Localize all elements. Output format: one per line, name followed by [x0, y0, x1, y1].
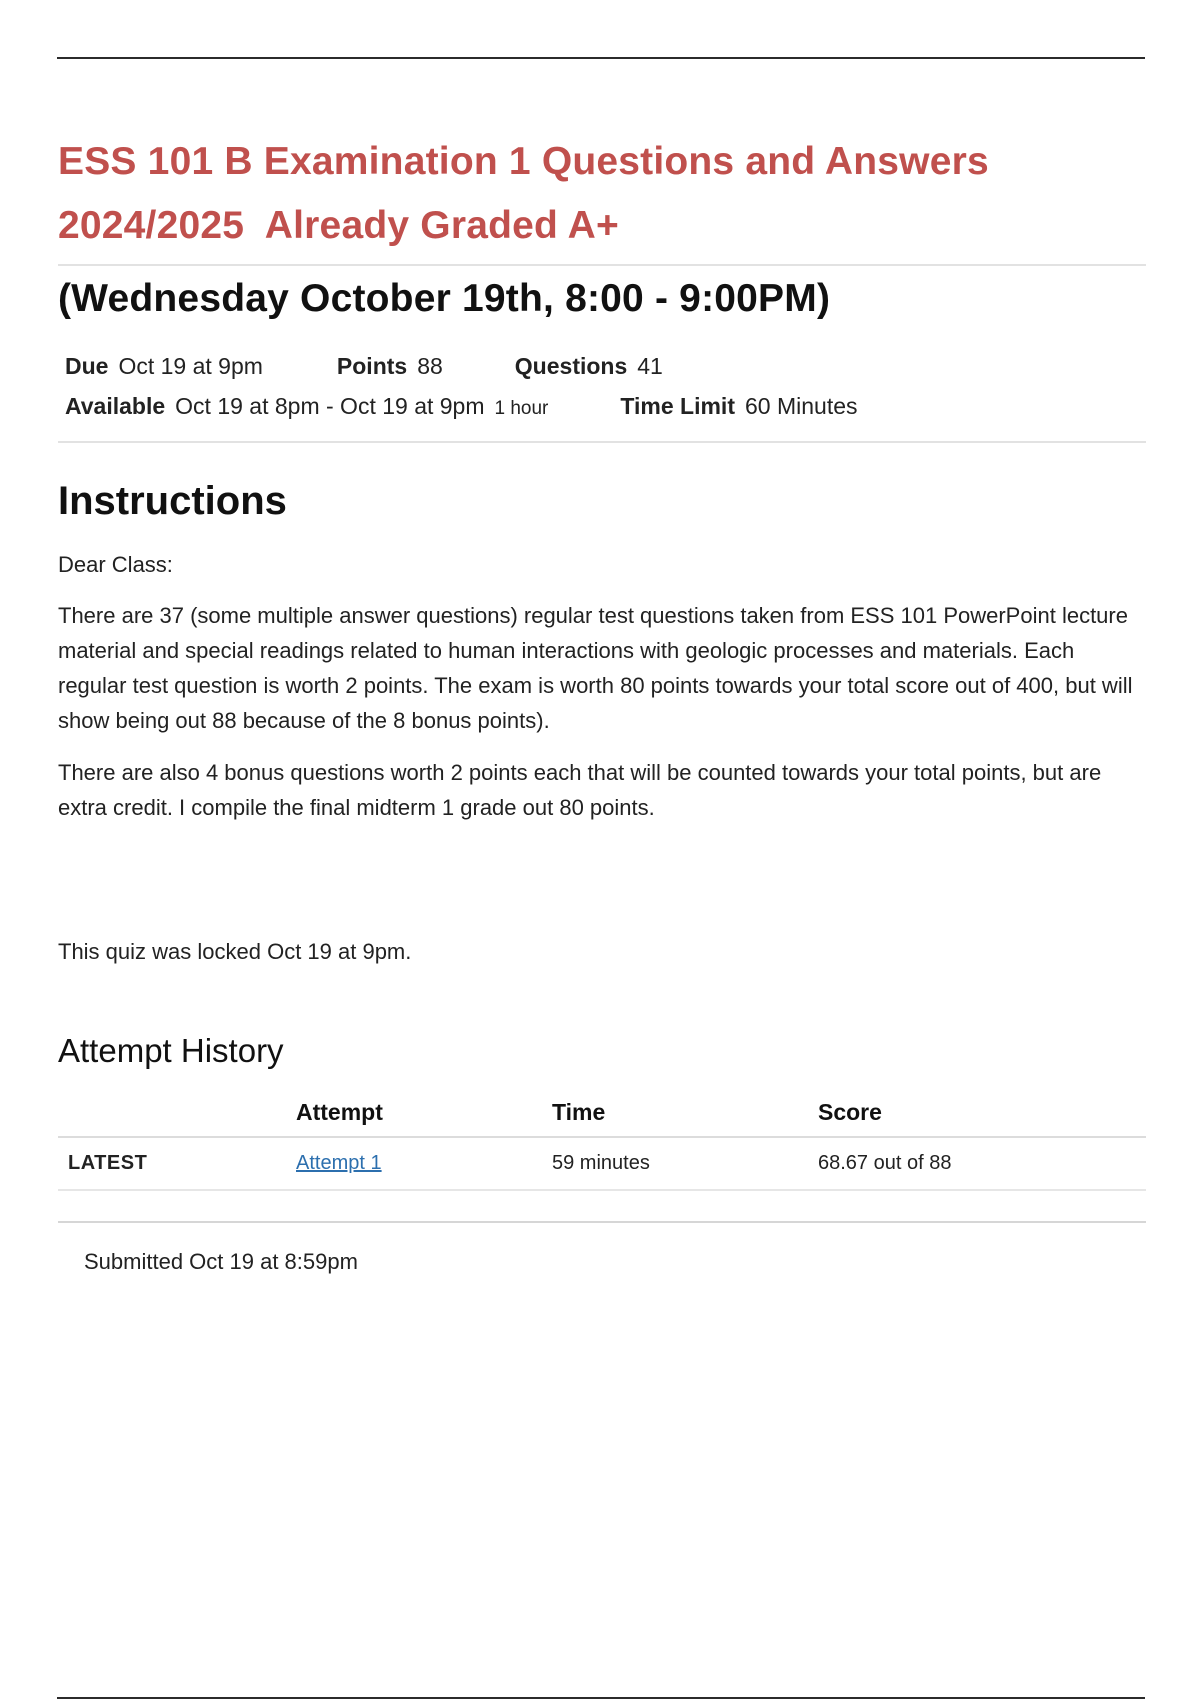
- instructions-paragraph-2: There are also 4 bonus questions worth 2 points each that will be counted towards your total points, but are extra credit. I compile the final midterm 1 grade out 80 points.: [58, 760, 1102, 820]
- instructions-greeting: Dear Class:: [58, 552, 173, 577]
- bottom-rule: [57, 1697, 1145, 1699]
- questions-value: 41: [637, 353, 663, 379]
- title-divider: [58, 264, 1146, 266]
- points-value: 88: [417, 353, 443, 379]
- available-label: Available: [65, 393, 166, 419]
- due-value: Oct 19 at 9pm: [118, 353, 263, 379]
- points-label: Points: [336, 353, 408, 379]
- time-limit-value: 60 Minutes: [745, 393, 858, 419]
- available-value: Oct 19 at 8pm - Oct 19 at 9pm: [175, 393, 485, 419]
- attempt-history-header-row: [58, 1093, 1146, 1137]
- table-row: [58, 1137, 1146, 1190]
- column-header-time: Time: [552, 1093, 818, 1137]
- document-title: ESS 101 B Examination 1 Questions and Answers 2024/2025 Already Graded A+: [58, 140, 1000, 247]
- column-header-attempt: Attempt: [296, 1093, 552, 1137]
- attempt-1-link[interactable]: Attempt 1: [296, 1152, 382, 1174]
- quiz-details: [58, 346, 1146, 429]
- instructions-heading: Instructions: [58, 479, 287, 523]
- attempt-history-heading: Attempt History: [58, 1032, 284, 1069]
- available-duration: 1 hour: [494, 398, 549, 419]
- time-limit-label: Time Limit: [620, 393, 735, 419]
- instructions-paragraph-1: There are 37 (some multiple answer questions) regular test questions taken from ESS 101 PowerPoint lecture material and special readings related to human interactions with geologic processes and materials. Each regular test question is worth 2 points. The exam is worth 80 points towards your total score out of 400, but will show being out 88 because of the 8 bonus points).: [58, 603, 1133, 733]
- attempt-history-table: [58, 1093, 1146, 1191]
- questions-label: Questions: [514, 353, 628, 379]
- column-header-score: Score: [818, 1093, 1146, 1137]
- exam-date-subtitle: (Wednesday October 19th, 8:00 - 9:00PM): [58, 277, 831, 320]
- attempt-score: 68.67 out of 88: [818, 1137, 1146, 1190]
- quiz-locked-notice: This quiz was locked Oct 19 at 9pm.: [58, 939, 412, 964]
- due-label: Due: [65, 353, 109, 379]
- submission-divider: [58, 1221, 1146, 1223]
- quiz-details-row-2: [65, 386, 1146, 429]
- quiz-details-row-1: [65, 346, 1146, 386]
- top-rule: [57, 57, 1145, 59]
- details-divider: [58, 441, 1146, 443]
- document-body: [58, 130, 1146, 1275]
- submitted-timestamp: Submitted Oct 19 at 8:59pm: [84, 1249, 358, 1274]
- attempt-time: 59 minutes: [552, 1137, 818, 1190]
- column-header-label: [58, 1093, 296, 1137]
- latest-badge: LATEST: [58, 1137, 296, 1190]
